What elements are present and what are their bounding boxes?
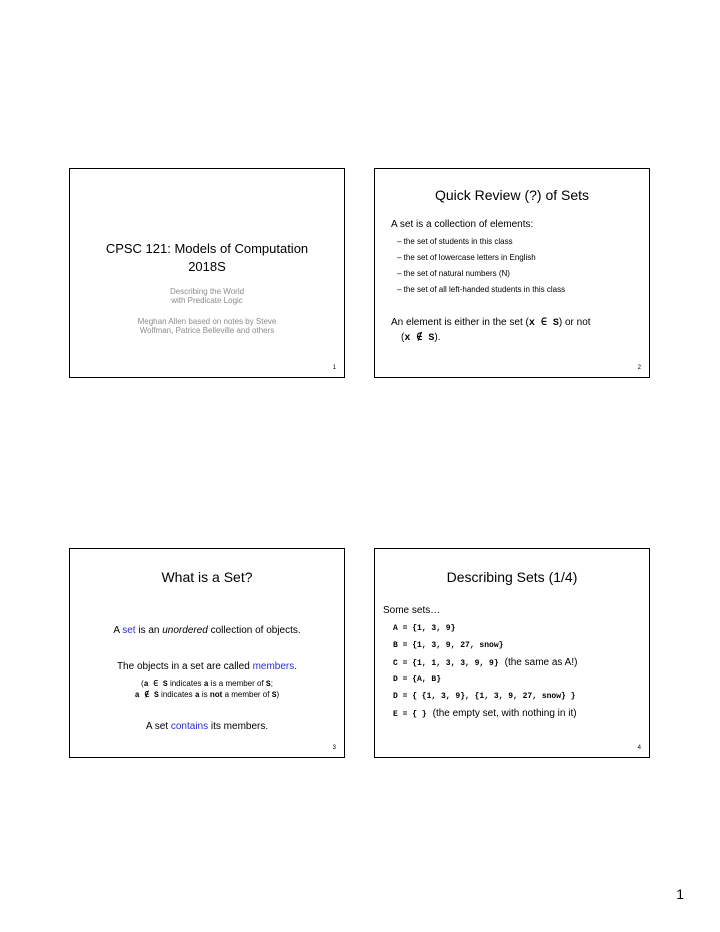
members-definition: [70, 661, 344, 672]
slide-4: [374, 548, 650, 758]
element-line2: [401, 332, 440, 344]
emphasis-unordered: unordered: [162, 625, 208, 636]
slide-3: [69, 548, 345, 758]
text: .: [294, 661, 298, 672]
text: is an: [135, 625, 163, 636]
page-number: 1: [676, 886, 684, 902]
text: ) or not: [558, 317, 591, 328]
slide-title: What is a Set?: [161, 569, 253, 585]
slide-number: 2: [637, 365, 641, 371]
text: indicates: [158, 690, 195, 699]
text: An element is either in the set (: [391, 317, 529, 328]
text: ): [276, 690, 280, 699]
text: collection of objects.: [207, 625, 301, 636]
slide-number: 1: [332, 365, 336, 371]
var-a: a: [194, 691, 200, 700]
set-example-c: [393, 657, 577, 668]
lecture-subtitle-line1: Describing the World: [169, 287, 245, 296]
course-title: CPSC 121: Models of Computation: [105, 241, 309, 256]
set-code: C = {1, 1, 3, 3, 9, 9}: [393, 659, 499, 668]
not-in-notation: x ∉ S: [404, 333, 435, 344]
text: A set: [145, 721, 171, 732]
set-code: B = {1, 3, 9, 27, snow}: [393, 641, 504, 650]
text: a member of: [222, 690, 272, 699]
credit-line1: Meghan Allen based on notes by Steve: [137, 317, 277, 326]
set-example-e: [393, 708, 577, 719]
set-code: E = { }: [393, 710, 427, 719]
set-example-a: [393, 623, 455, 633]
text: The objects in a set are called: [116, 661, 253, 672]
set-code: D = { {1, 3, 9}, {1, 3, 9, 27, snow} }: [393, 692, 576, 701]
set-note: (the empty set, with nothing in it): [432, 708, 577, 719]
emphasis-not: not: [209, 690, 223, 699]
text: ;: [270, 679, 273, 688]
text: indicates: [167, 679, 204, 688]
list-item: – the set of all left-handed students in this class: [397, 285, 566, 294]
lecture-subtitle-line2: with Predicate Logic: [171, 296, 243, 305]
in-notation: a ∈ S: [143, 680, 168, 689]
slide-number: 3: [332, 745, 336, 751]
list-item: – the set of lowercase letters in English: [397, 253, 536, 262]
term-set: set: [122, 625, 136, 636]
set-example-d: [393, 674, 441, 684]
membership-note-2: [70, 690, 344, 700]
text: is a member of: [208, 679, 266, 688]
slide-2: [374, 168, 650, 378]
text: is: [199, 690, 210, 699]
var-s: S: [265, 680, 271, 689]
not-in-notation: a ∉ S: [134, 691, 159, 700]
set-definition: [70, 625, 344, 636]
sets-intro: A set is a collection of elements:: [391, 219, 534, 230]
term-contains: contains: [170, 721, 209, 732]
credit-line2: Wolfman, Patrice Belleville and others: [139, 326, 275, 335]
list-item: – the set of students in this class: [397, 237, 513, 246]
var-a: a: [203, 680, 209, 689]
slide-title: Describing Sets (1/4): [446, 569, 578, 585]
text: ).: [434, 332, 441, 343]
sets-intro: Some sets…: [383, 605, 441, 616]
text: its members.: [208, 721, 269, 732]
element-line1: [391, 317, 591, 329]
set-example-d-nested: [393, 691, 575, 701]
course-term: 2018S: [188, 259, 226, 274]
slide-title: Quick Review (?) of Sets: [434, 187, 590, 203]
set-note: (the same as A!): [504, 657, 578, 668]
slide-1: [69, 168, 345, 378]
term-members: members: [252, 661, 295, 672]
set-code: D = {A, B}: [393, 675, 442, 684]
set-example-b: [393, 640, 503, 650]
membership-note-1: [70, 679, 344, 689]
text: (: [141, 679, 144, 688]
var-s: S: [271, 691, 277, 700]
list-item: – the set of natural numbers (N): [397, 269, 510, 278]
contains-statement: [70, 721, 344, 732]
set-code: A = {1, 3, 9}: [393, 624, 456, 633]
slide-number: 4: [637, 745, 641, 751]
in-notation: x ∈ S: [528, 318, 559, 329]
text: (: [401, 332, 405, 343]
text: A: [113, 625, 123, 636]
